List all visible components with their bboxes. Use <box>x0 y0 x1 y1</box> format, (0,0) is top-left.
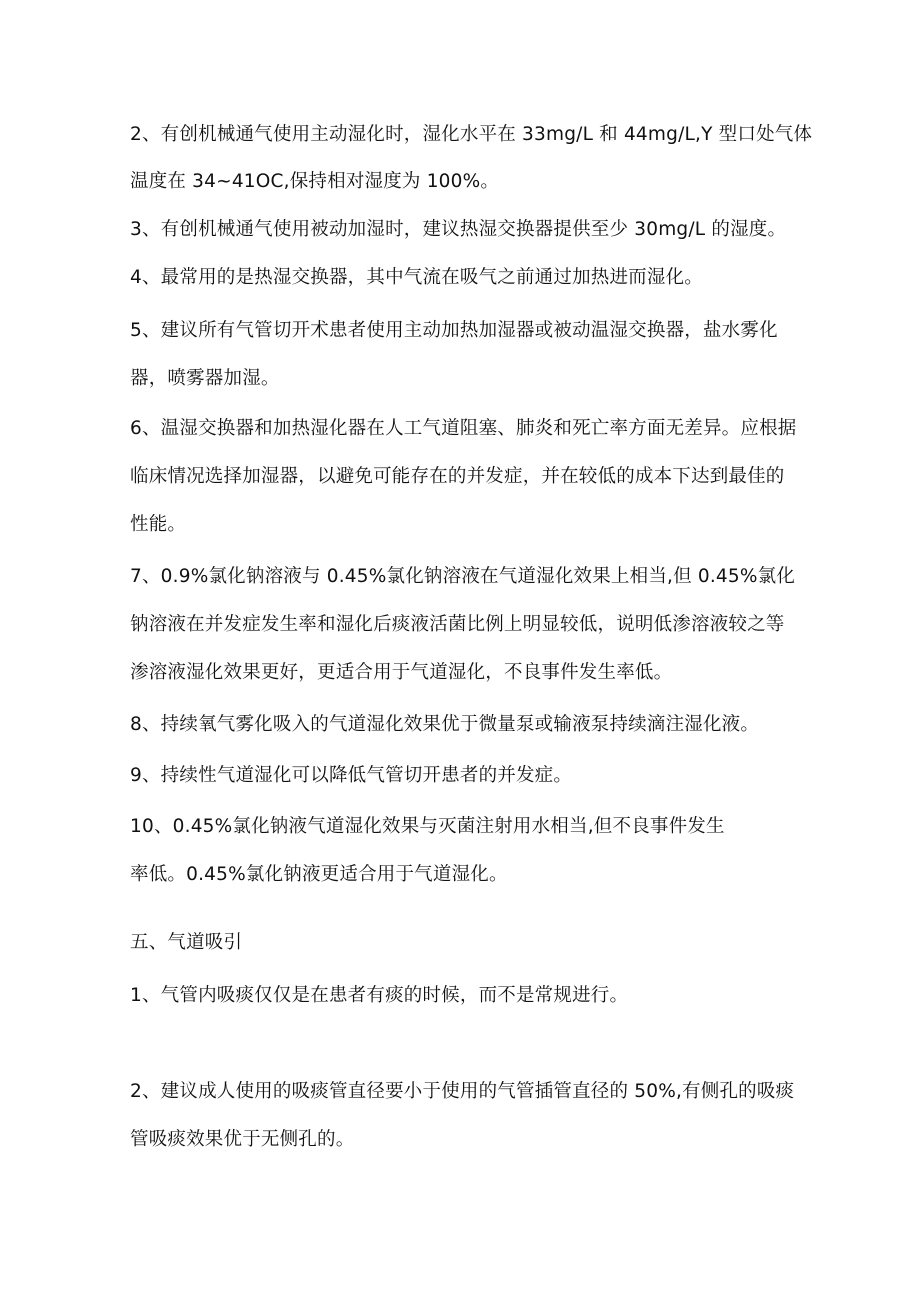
item-3-line-1: 3、有创机械通气使用被动加湿时，建议热湿交换器提供至少 30mg/L 的湿度。 <box>130 219 787 240</box>
section-heading: 五、气道吸引 <box>130 932 243 953</box>
item-6-line-1: 6、温湿交换器和加热湿化器在人工气道阻塞、肺炎和死亡率方面无差异。应根据 <box>130 418 797 439</box>
item-5-line-2: 器，喷雾器加湿。 <box>130 368 280 389</box>
item-4-line-1: 4、最常用的是热湿交换器，其中气流在吸气之前通过加热进而湿化。 <box>130 267 703 288</box>
section-item-2-line-1: 2、建议成人使用的吸痰管直径要小于使用的气管插管直径的 50%,有侧孔的吸痰 <box>130 1081 795 1102</box>
item-8-line-1: 8、持续氧气雾化吸入的气道湿化效果优于微量泵或输液泵持续滴注湿化液。 <box>130 714 760 735</box>
section-item-2-line-2: 管吸痰效果优于无侧孔的。 <box>130 1129 355 1150</box>
item-2-line-1: 2、有创机械通气使用主动湿化时，湿化水平在 33mg/L 和 44mg/L,Y 型口处气体 <box>130 124 813 145</box>
item-6-line-2: 临床情况选择加湿器，以避免可能存在的并发症，并在较低的成本下达到最佳的 <box>130 466 785 487</box>
item-9-line-1: 9、持续性气道湿化可以降低气管切开患者的并发症。 <box>130 765 573 786</box>
item-7-line-3: 渗溶液湿化效果更好，更适合用于气道湿化，不良事件发生率低。 <box>130 662 673 683</box>
item-5-line-1: 5、建议所有气管切开术患者使用主动加热加湿器或被动温湿交换器，盐水雾化 <box>130 320 778 341</box>
item-10-line-2: 率低。0.45%氯化钠液更适合用于气道湿化。 <box>130 864 508 885</box>
item-2-line-2: 温度在 34~41OC,保持相对湿度为 100%。 <box>130 171 500 192</box>
section-item-1-line-1: 1、气管内吸痰仅仅是在患者有痰的时候，而不是常规进行。 <box>130 985 629 1006</box>
item-6-line-3: 性能。 <box>130 514 187 535</box>
item-7-line-2: 钠溶液在并发症发生率和湿化后痰液活菌比例上明显较低，说明低渗溶液较之等 <box>130 614 785 635</box>
item-10-line-1: 10、0.45%氯化钠液气道湿化效果与灭菌注射用水相当,但不良事件发生 <box>130 816 725 837</box>
item-7-line-1: 7、0.9%氯化钠溶液与 0.45%氯化钠溶液在气道湿化效果上相当,但 0.45%氯化 <box>130 566 796 587</box>
